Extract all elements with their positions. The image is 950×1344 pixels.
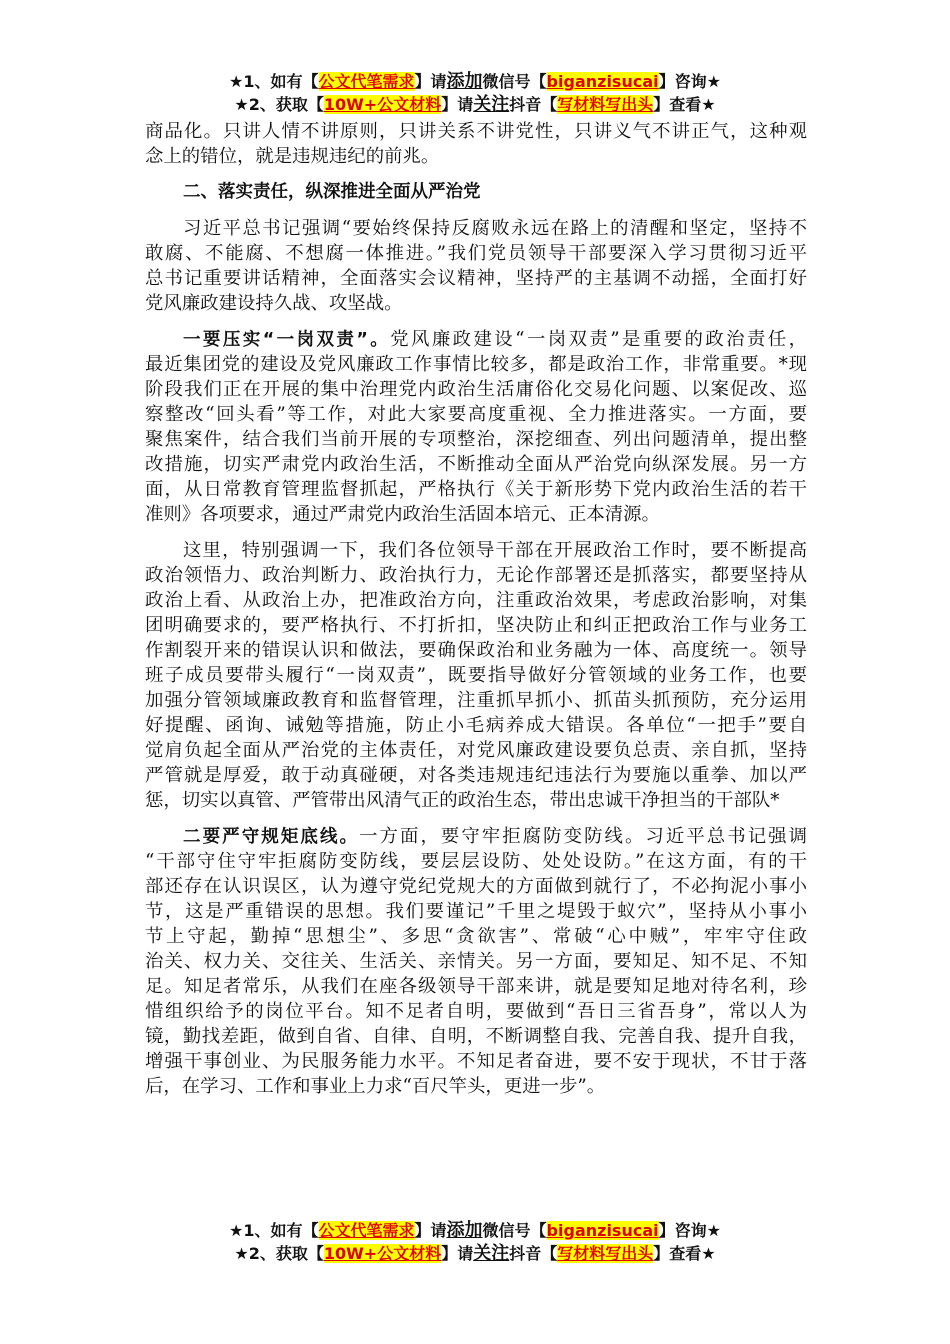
line-text: 准则》各项要求，通过严肃党内政治生活固本培元、正本清源。 (145, 504, 660, 525)
text-line (145, 402, 807, 427)
promo-text: 】请 (441, 95, 474, 114)
line-text: 察整改“回头看”等工作，对此大家要高度重视、全力推进落实。一方面，要 (145, 404, 807, 425)
promo-text: 微信号【 (482, 72, 547, 91)
line-text: 最近集团党的建设及党风廉政工作事情比较多，都是政治工作，非常重要。*现 (145, 354, 807, 375)
text-line (145, 538, 807, 563)
promo-underline: 关注 (473, 94, 510, 115)
paragraph (145, 824, 807, 1099)
section-heading (145, 180, 807, 205)
text-line (145, 563, 807, 588)
promo-line-1 (0, 1219, 950, 1242)
line-text: 阶段我们正在开展的集中治理党内政治生活庸俗化交易化问题、以案促改、巡 (145, 379, 807, 400)
line-text: 节，这是严重错误的思想。我们要谨记”千里之堤毁于蚁穴”，坚持从小事小 (145, 901, 807, 922)
promo-line-1 (0, 70, 950, 93)
line-text: 后，在学习、工作和事业上力求“百尺竿头，更进一步”。 (145, 1076, 606, 1097)
line-text: 二、落实责任，纵深推进全面从严治党 (183, 182, 481, 202)
text-line (145, 949, 807, 974)
promo-line-2 (0, 1242, 950, 1265)
promo-highlight: 公文代笔需求 (318, 1221, 415, 1240)
promo-text: 】查看★ (653, 1244, 716, 1263)
text-line (145, 638, 807, 663)
line-text: 政治领悟力、政治判断力、政治执行力，无论作部署还是抓落实，都要坚持从 (145, 565, 807, 586)
text-line (145, 824, 807, 849)
line-text: 足。知足者常乐，从我们在座各级领导干部来讲，就是要知足地对待名利，珍 (145, 976, 807, 997)
promo-highlight: 公文代笔需求 (318, 72, 415, 91)
line-text: 商品化。只讲人情不讲原则，只讲关系不讲党性，只讲义气不讲正气，这种观 (145, 121, 807, 142)
line-text: “干部守住守牢拒腐防变防线，要层层设防、处处设防。”在这方面，有的干 (145, 851, 807, 872)
line-text: 党风廉政建设持久战、攻坚战。 (145, 293, 403, 314)
line-text: 节上守起，勤掉“思想尘”、多思“贪欲害”、常破“心中贼”，牢牢守住政 (145, 926, 807, 947)
promo-highlight: 写材料写出头 (557, 1244, 654, 1263)
promo-text: 抖音【 (509, 1244, 558, 1263)
text-line (145, 180, 807, 205)
line-text: 念上的错位，就是违规违纪的前兆。 (145, 146, 440, 167)
text-line (145, 763, 807, 788)
promo-text: 】查看★ (653, 95, 716, 114)
line-text: 治关、权力关、交往关、生活关、亲情关。另一方面，要知足、知不足、不知 (145, 951, 807, 972)
line-text: 政治上看、从政治上办，把准政治方向，注重政治效果，考虑政治影响，对集 (145, 590, 807, 611)
paragraph (145, 216, 807, 316)
text-line (145, 788, 807, 813)
text-line (145, 144, 807, 169)
text-line (145, 1049, 807, 1074)
promo-text: ★1、如有【 (229, 72, 319, 91)
paragraph (145, 327, 807, 527)
line-text: 一方面，要守牢拒腐防变防线。习近平总书记强调 (359, 826, 807, 847)
line-text: 加强分管领域廉政教育和监督管理，注重抓早抓小、抓苗头抓预防，充分运用 (145, 690, 807, 711)
line-text: 敢腐、不能腐、不想腐一体推进。”我们党员领导干部要深入学习贯彻习近平 (145, 243, 807, 264)
promo-text: 】请 (441, 1244, 474, 1263)
text-line (145, 999, 807, 1024)
promo-highlight: 写材料写出头 (557, 95, 654, 114)
line-text: 惩，切实以真管、严管带出风清气正的政治生态，带出忠诚干净担当的干部队* (145, 790, 780, 811)
paragraph (145, 538, 807, 813)
text-line (145, 974, 807, 999)
text-line (145, 588, 807, 613)
line-text: 党风廉政建设“一岗双责”是重要的政治责任， (390, 329, 807, 350)
text-line (145, 452, 807, 477)
text-line (145, 477, 807, 502)
line-text: 增强干事创业、为民服务能力水平。不知足者奋进，要不安于现状，不甘于落 (145, 1051, 807, 1072)
document-body (145, 119, 807, 1110)
line-text: 好提醒、函询、诫勉等措施，防止小毛病养成大错误。各单位“一把手”要自 (145, 715, 807, 736)
promo-text: ★2、获取【 (234, 95, 324, 114)
promo-underline: 关注 (473, 1243, 510, 1264)
line-text: 惜组织给予的岗位平台。知不足者自明，要做到“吾日三省吾身”，常以人为 (145, 1001, 807, 1022)
line-text: 部还存在认识误区，认为遵守党纪党规大的方面做到就行了，不必拘泥小事小 (145, 876, 807, 897)
text-line (145, 352, 807, 377)
text-line (145, 427, 807, 452)
line-text: 镜，勤找差距，做到自省、自律、自明，不断调整自我、完善自我、提升自我， (145, 1026, 807, 1047)
promo-text: ★2、获取【 (234, 1244, 324, 1263)
text-line (145, 713, 807, 738)
line-text: 总书记重要讲话精神，全面落实会议精神，坚持严的主基调不动摇，全面打好 (145, 268, 807, 289)
promo-highlight: 10W+公文材料 (323, 95, 442, 114)
promo-text: ★1、如有【 (229, 1221, 319, 1240)
line-text: 聚焦案件，结合我们当前开展的专项整治，深挖细查、列出问题清单，提出整 (145, 429, 807, 450)
line-text: 习近平总书记强调“要始终保持反腐败永远在路上的清醒和坚定，坚持不 (183, 218, 807, 239)
text-line (145, 119, 807, 144)
text-line (145, 1074, 807, 1099)
promo-banner-top (0, 70, 950, 116)
promo-highlight: biganzisucai (546, 72, 659, 91)
promo-line-2 (0, 93, 950, 116)
text-line (145, 924, 807, 949)
text-line (145, 1024, 807, 1049)
promo-text: 】请 (414, 72, 447, 91)
text-line (145, 266, 807, 291)
line-text: 严管就是厚爱，敢于动真碰硬，对各类违规违纪违法行为要施以重拳、加以严 (145, 765, 807, 786)
line-text: 班子成员要带头履行“一岗双责”，既要指导做好分管领域的业务工作，也要 (145, 665, 807, 686)
line-text: 这里，特别强调一下，我们各位领导干部在开展政治工作时，要不断提高 (183, 540, 807, 561)
text-line (145, 874, 807, 899)
text-line (145, 241, 807, 266)
text-line (145, 663, 807, 688)
promo-text: 微信号【 (482, 1221, 547, 1240)
line-text: 作割裂开来的错误认识和做法，要确保政治和业务融为一体、高度统一。领导 (145, 640, 807, 661)
promo-banner-bottom (0, 1219, 950, 1265)
promo-text: 】咨询★ (658, 1221, 721, 1240)
paragraph-lead: 一要压实“一岗双责”。 (183, 330, 391, 350)
promo-text: 抖音【 (509, 95, 558, 114)
text-line (145, 216, 807, 241)
text-line (145, 613, 807, 638)
paragraph (145, 119, 807, 169)
promo-text: 】咨询★ (658, 72, 721, 91)
promo-text: 】请 (414, 1221, 447, 1240)
line-text: 面，从日常教育管理监督抓起，严格执行《关于新形势下党内政治生活的若干 (145, 479, 807, 500)
text-line (145, 849, 807, 874)
text-line (145, 502, 807, 527)
text-line (145, 377, 807, 402)
line-text: 团明确要求的，要严格执行、不打折扣，坚决防止和纠正把政治工作与业务工 (145, 615, 807, 636)
paragraph-lead: 二要严守规矩底线。 (183, 827, 360, 847)
text-line (145, 291, 807, 316)
line-text: 改措施，切实严肃党内政治生活，不断推动全面从严治党向纵深发展。另一方 (145, 454, 807, 475)
text-line (145, 327, 807, 352)
promo-underline: 添加 (446, 1220, 483, 1241)
promo-underline: 添加 (446, 71, 483, 92)
promo-highlight: biganzisucai (546, 1221, 659, 1240)
promo-highlight: 10W+公文材料 (323, 1244, 442, 1263)
text-line (145, 688, 807, 713)
line-text: 觉肩负起全面从严治党的主体责任，对党风廉政建设要负总责、亲自抓，坚持 (145, 740, 807, 761)
text-line (145, 899, 807, 924)
text-line (145, 738, 807, 763)
